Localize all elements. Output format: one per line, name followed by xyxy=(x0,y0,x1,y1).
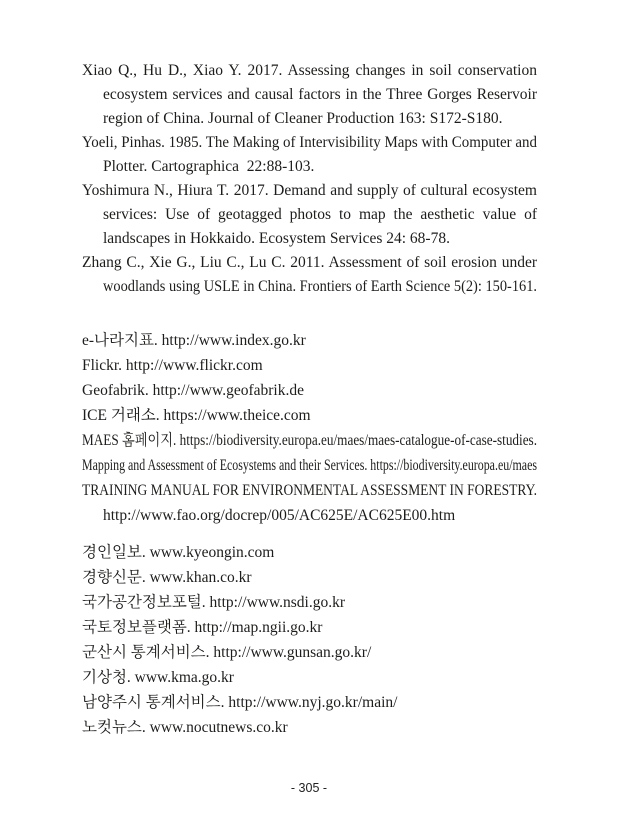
web-resource-entry xyxy=(82,353,537,378)
web-resource-entry xyxy=(82,378,537,403)
text-line-content: 노컷뉴스. www.nocutnews.co.kr xyxy=(82,719,288,736)
text-line xyxy=(82,715,537,740)
text-line-content: 국가공간정보포털. http://www.nsdi.go.kr xyxy=(82,594,346,611)
text-line xyxy=(82,107,537,131)
text-line xyxy=(82,690,537,715)
text-line-content: woodlands using USLE in China. Frontiers of Earth Science 5(2): 150-161. xyxy=(103,278,537,295)
text-line xyxy=(82,131,537,155)
text-line xyxy=(82,540,537,565)
text-line-content: Flickr. http://www.flickr.com xyxy=(82,357,263,374)
web-resource-entry xyxy=(82,403,537,428)
korean-site-entry xyxy=(82,665,537,690)
text-line xyxy=(82,478,537,503)
text-line-content: 경향신문. www.khan.co.kr xyxy=(82,569,252,586)
text-line xyxy=(82,275,537,299)
text-line xyxy=(82,590,537,615)
page-number: - 305 - xyxy=(290,781,328,795)
korean-site-entry xyxy=(82,615,537,640)
text-line-content: MAES 홈페이지. https://biodiversity.europa.eu/maes/maes-catalogue-of-case-studies. xyxy=(82,432,537,449)
text-line xyxy=(82,640,537,665)
text-line-content: Mapping and Assessment of Ecosystems and their Services. https://biodiversity.europa.eu/maes xyxy=(82,457,537,474)
text-line xyxy=(82,665,537,690)
text-line-content: Zhang C., Xie G., Liu C., Lu C. 2011. Assessment of soil erosion under xyxy=(82,254,537,271)
text-line xyxy=(82,59,537,83)
korean-site-entry xyxy=(82,590,537,615)
korean-site-entry xyxy=(82,715,537,740)
text-line xyxy=(82,179,537,203)
text-line-content: ecosystem services and causal factors in the Three Gorges Reservoir xyxy=(103,86,537,103)
text-line xyxy=(82,403,537,428)
text-line-content: region of China. Journal of Cleaner Production 163: S172-S180. xyxy=(103,110,503,127)
reference-entry xyxy=(82,59,537,131)
web-resource-entry xyxy=(82,328,537,353)
text-line xyxy=(82,453,537,478)
text-line xyxy=(82,428,537,453)
text-line-content: Yoshimura N., Hiura T. 2017. Demand and supply of cultural ecosystem xyxy=(82,182,537,199)
korean-site-entry xyxy=(82,565,537,590)
text-line xyxy=(82,503,537,528)
text-line-content: Plotter. Cartographica 22:88-103. xyxy=(103,158,315,175)
document-page-content xyxy=(82,59,537,740)
text-line xyxy=(82,155,537,179)
text-line-content: services: Use of geotagged photos to map the aesthetic value of xyxy=(103,206,537,223)
text-line xyxy=(82,353,537,378)
reference-entry xyxy=(82,131,537,179)
korean-site-entry xyxy=(82,540,537,565)
text-line xyxy=(82,565,537,590)
text-line-content: 기상청. www.kma.go.kr xyxy=(82,669,234,686)
text-line-content: e-나라지표. http://www.index.go.kr xyxy=(82,332,306,349)
references-section xyxy=(82,59,537,299)
text-line xyxy=(82,378,537,403)
text-line-content: 남양주시 통계서비스. http://www.nyj.go.kr/main/ xyxy=(82,694,398,711)
text-line xyxy=(82,328,537,353)
text-line-content: 군산시 통계서비스. http://www.gunsan.go.kr/ xyxy=(82,644,372,661)
web-resource-entry xyxy=(82,478,537,528)
text-line xyxy=(82,227,537,251)
text-line-content: http://www.fao.org/docrep/005/AC625E/AC625E00.htm xyxy=(103,507,456,524)
text-line-content: TRAINING MANUAL FOR ENVIRONMENTAL ASSESSMENT IN FORESTRY. xyxy=(82,482,537,499)
web-resource-entry xyxy=(82,453,537,478)
text-line-content: ICE 거래소. https://www.theice.com xyxy=(82,407,311,424)
text-line xyxy=(82,251,537,275)
korean-websites-section xyxy=(82,540,537,740)
korean-site-entry xyxy=(82,640,537,665)
text-line-content: Geofabrik. http://www.geofabrik.de xyxy=(82,382,304,399)
text-line-content: 경인일보. www.kyeongin.com xyxy=(82,544,275,561)
text-line-content: Xiao Q., Hu D., Xiao Y. 2017. Assessing changes in soil conservation xyxy=(82,62,537,79)
text-line xyxy=(82,203,537,227)
text-line-content: Yoeli, Pinhas. 1985. The Making of Intervisibility Maps with Computer and xyxy=(82,134,537,151)
web-resources-section xyxy=(82,328,537,528)
text-line xyxy=(82,615,537,640)
text-line-content: 국토정보플랫폼. http://map.ngii.go.kr xyxy=(82,619,323,636)
korean-site-entry xyxy=(82,690,537,715)
text-line xyxy=(82,83,537,107)
web-resource-entry xyxy=(82,428,537,453)
reference-entry xyxy=(82,251,537,299)
text-line-content: landscapes in Hokkaido. Ecosystem Services 24: 68-78. xyxy=(103,230,450,247)
reference-entry xyxy=(82,179,537,251)
